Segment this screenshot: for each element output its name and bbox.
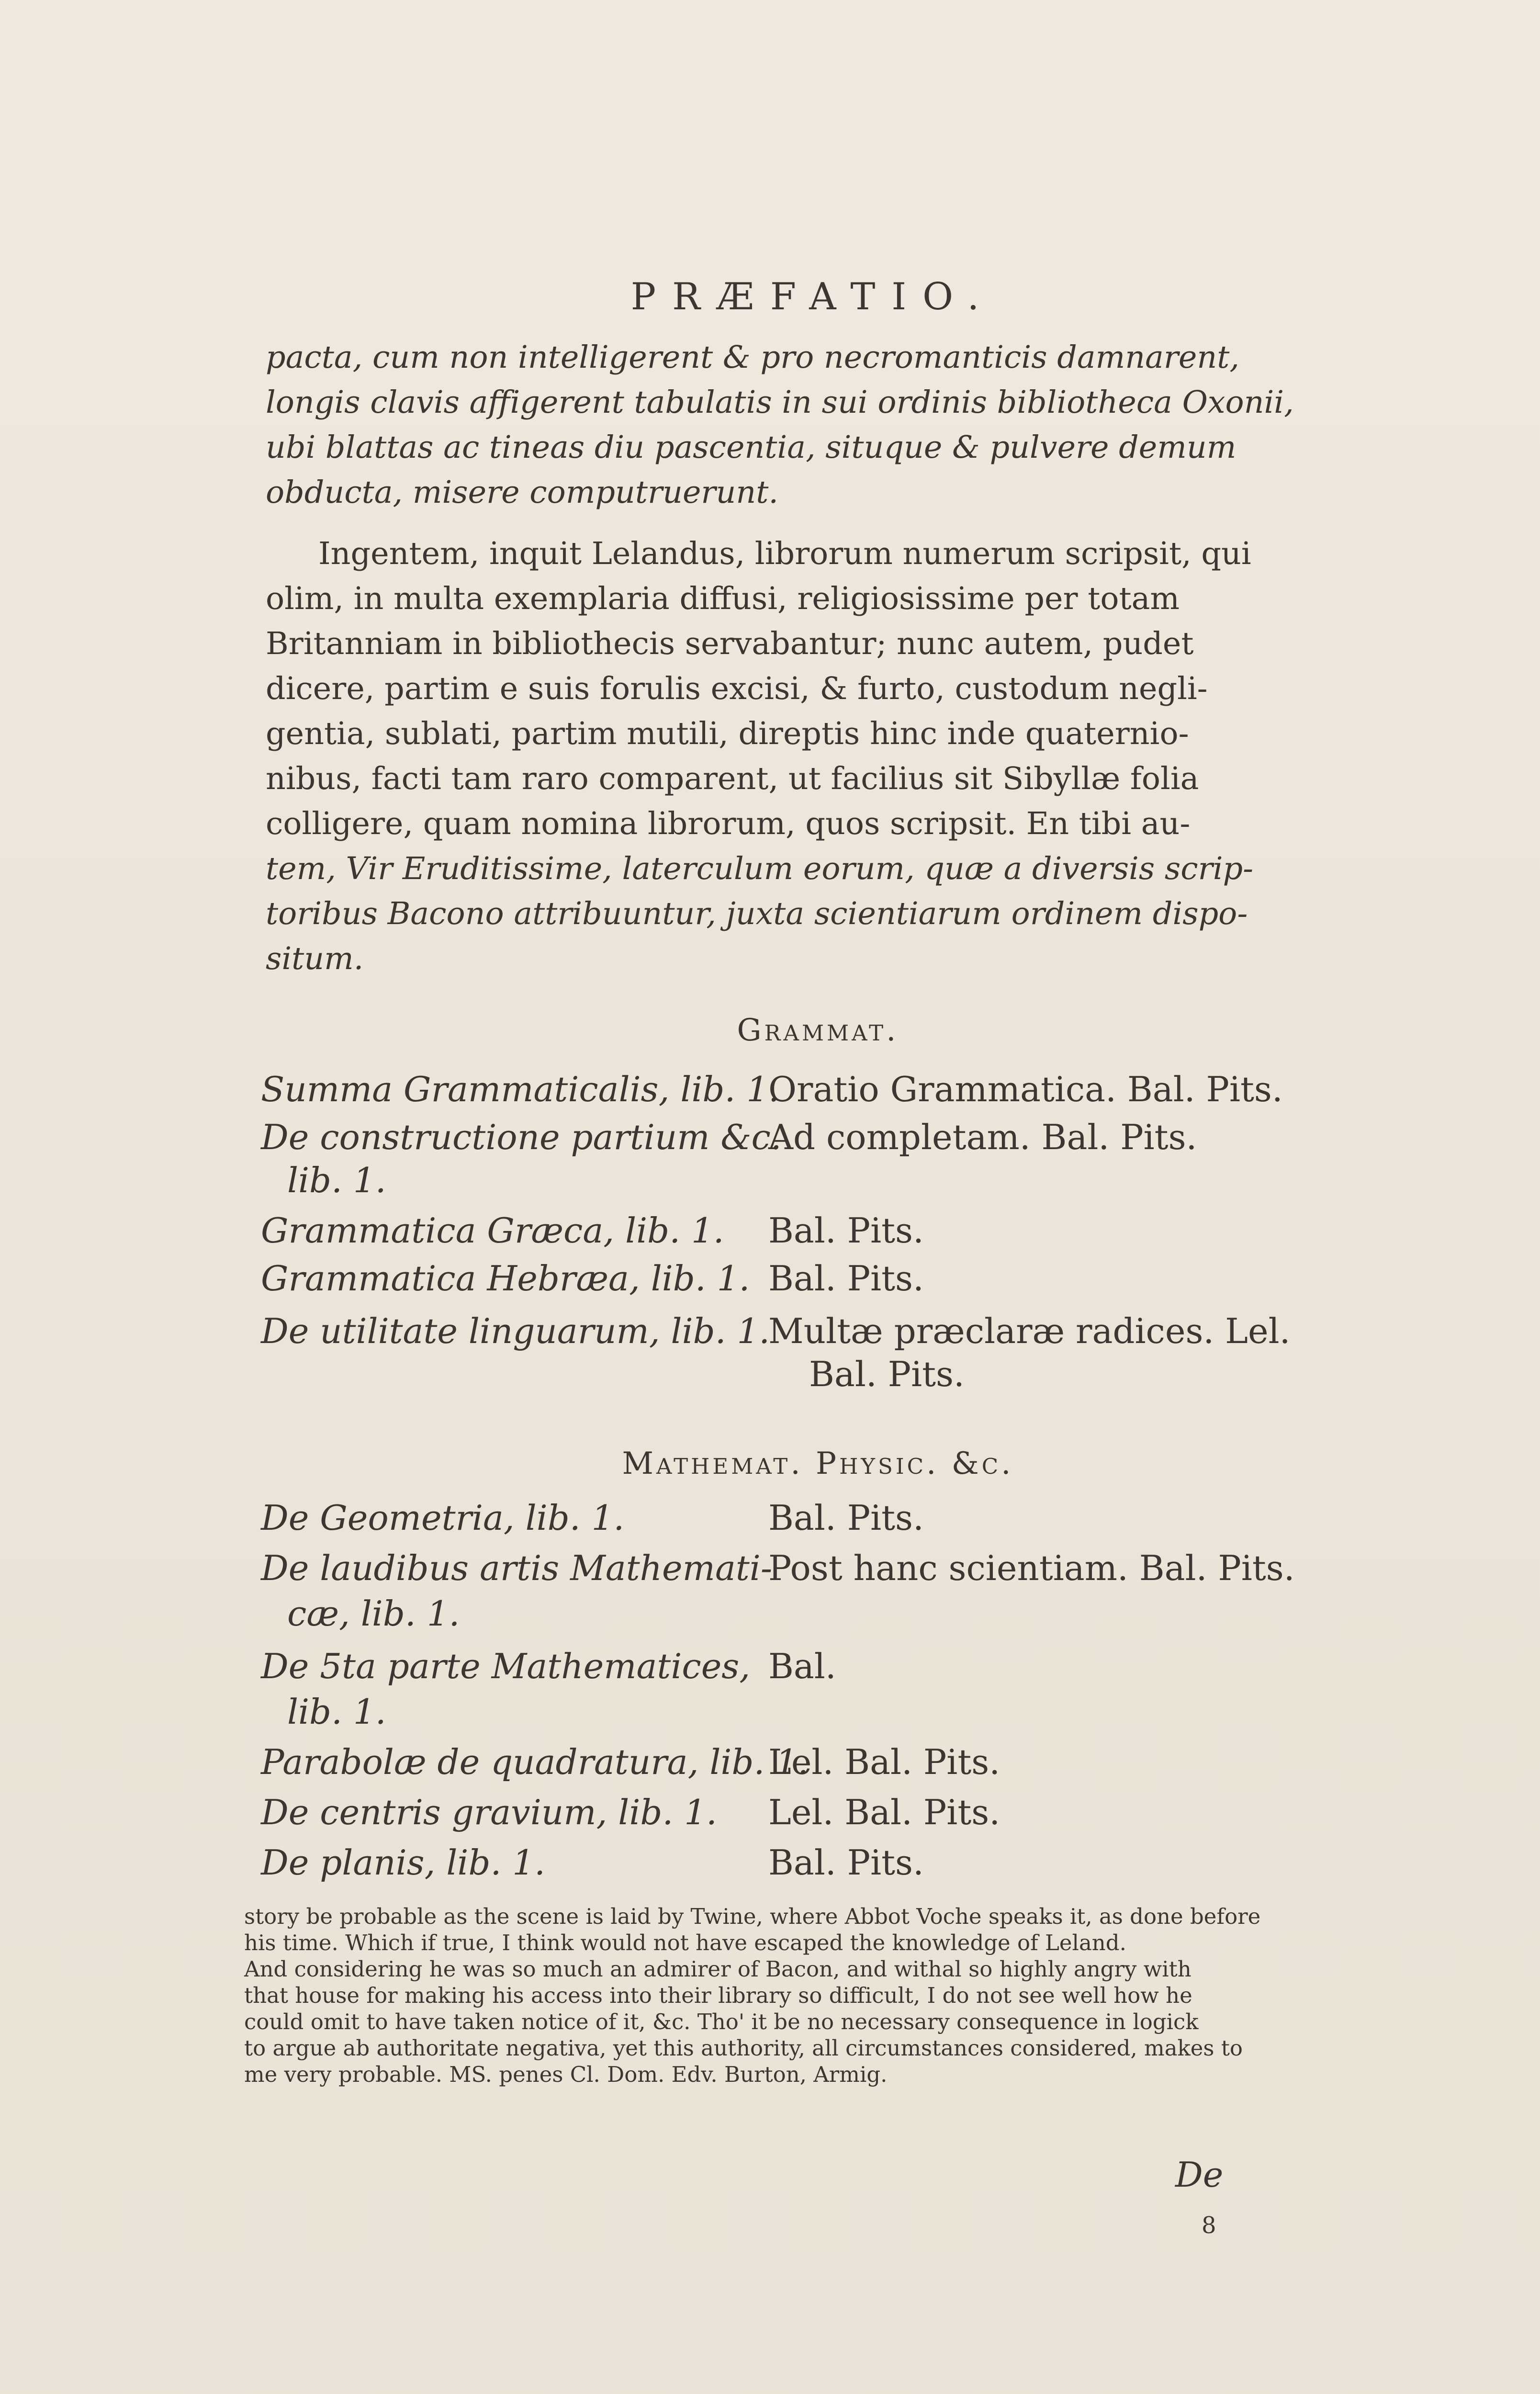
footnote-line: his time. Which if true, I think would not have escaped the knowledge of Leland. [244,1930,1126,1955]
entry-title: Grammatica Hebræa, lib. 1. [261,1258,750,1299]
text-line: gentia, sublati, partim mutili, direptis hinc inde quaternio- [266,716,1189,752]
text-line: olim, in multa exemplaria diffusi, religiosissime per totam [266,581,1180,617]
text-line: colligere, quam nomina librorum, quos scripsit. En tibi au- [266,806,1191,842]
text-line: ubi blattas ac tineas diu pascentia, situque & pulvere demum [266,429,1236,465]
footnote-line: to argue ab authoritate negativa, yet this authority, all circumstances considered, makes to [244,2035,1243,2061]
running-header: PRÆFATIO. [630,275,996,318]
footnote-line: could omit to have taken notice of it, &c. Tho' it be no necessary consequence in logick [244,2009,1199,2034]
entry-title: De Geometria, lib. 1. [261,1498,625,1538]
text-line: situm. [266,941,364,977]
entry-title-continuation: lib. 1. [287,1692,386,1732]
footnote-line: me very probable. MS. penes Cl. Dom. Edv. Burton, Armig. [244,2062,888,2087]
text-line: obducta, misere computruerunt. [266,474,779,510]
signature-mark: 8 [1202,2212,1216,2239]
entry-source: Bal. [768,1646,836,1686]
text-line: Ingentem, inquit Lelandus, librorum numerum scripsit, qui [318,536,1251,572]
entry-title: De centris gravium, lib. 1. [261,1792,717,1832]
paragraph-continuation [266,335,1294,515]
entry-source: Ad completam. Bal. Pits. [768,1117,1197,1157]
entry-source: Lel. Bal. Pits. [768,1742,1000,1782]
paragraph-leland [266,531,1254,982]
text-line: longis clavis affigerent tabulatis in sui ordinis bibliotheca Oxonii, [266,384,1294,420]
entry-title: Summa Grammaticalis, lib. 1. [261,1069,779,1109]
footnote-line: that house for making his access into their library so difficult, I do not see well how he [244,1983,1192,2008]
entry-source: Multæ præclaræ radices. Lel. [768,1311,1291,1351]
entry-source-continuation: Bal. Pits. [809,1354,965,1394]
entry-title: De 5ta parte Mathematices, [261,1646,751,1686]
entry-title: De constructione partium &c. [261,1117,782,1157]
text-line: dicere, partim e suis forulis excisi, & furto, custodum negli- [266,671,1208,707]
entry-source: Lel. Bal. Pits. [768,1792,1000,1832]
entry-title: Grammatica Græca, lib. 1. [261,1210,724,1251]
section-heading-grammat: Grammat. [737,1013,899,1048]
entry-title: De laudibus artis Mathemati- [261,1548,773,1588]
text-line: tem, Vir Eruditissime, laterculum eorum, quæ a diversis scrip- [266,851,1254,887]
catchword: De [1175,2155,1224,2195]
entry-source: Post hanc scientiam. Bal. Pits. [768,1548,1295,1588]
entry-title-continuation: cæ, lib. 1. [287,1593,460,1634]
entry-title: De utilitate linguarum, lib. 1. [261,1311,770,1351]
entry-title: De planis, lib. 1. [261,1842,545,1883]
text-line: toribus Bacono attribuuntur, juxta scientiarum ordinem dispo- [266,896,1248,932]
text-line: nibus, facti tam raro comparent, ut facilius sit Sibyllæ folia [266,761,1199,797]
text-line: Britanniam in bibliothecis servabantur; nunc autem, pudet [266,626,1194,662]
footnote [244,1903,1261,2088]
footnote-line: story be probable as the scene is laid by Twine, where Abbot Voche speaks it, as done before [244,1904,1261,1929]
section-heading-mathemat: Mathemat. Physic. &c. [622,1446,1014,1481]
footnote-line: And considering he was so much an admirer of Bacon, and withal so highly angry with [244,1956,1192,1982]
entry-source: Bal. Pits. [768,1258,924,1299]
entry-title: Parabolæ de quadratura, lib. 1. [261,1742,809,1782]
entry-source: Bal. Pits. [768,1210,924,1251]
entry-title-continuation: lib. 1. [287,1160,386,1200]
entry-source: Bal. Pits. [768,1498,924,1538]
text-line: pacta, cum non intelligerent & pro necromanticis damnarent, [266,339,1240,375]
entry-source: Oratio Grammatica. Bal. Pits. [768,1069,1283,1109]
entry-source: Bal. Pits. [768,1842,924,1883]
